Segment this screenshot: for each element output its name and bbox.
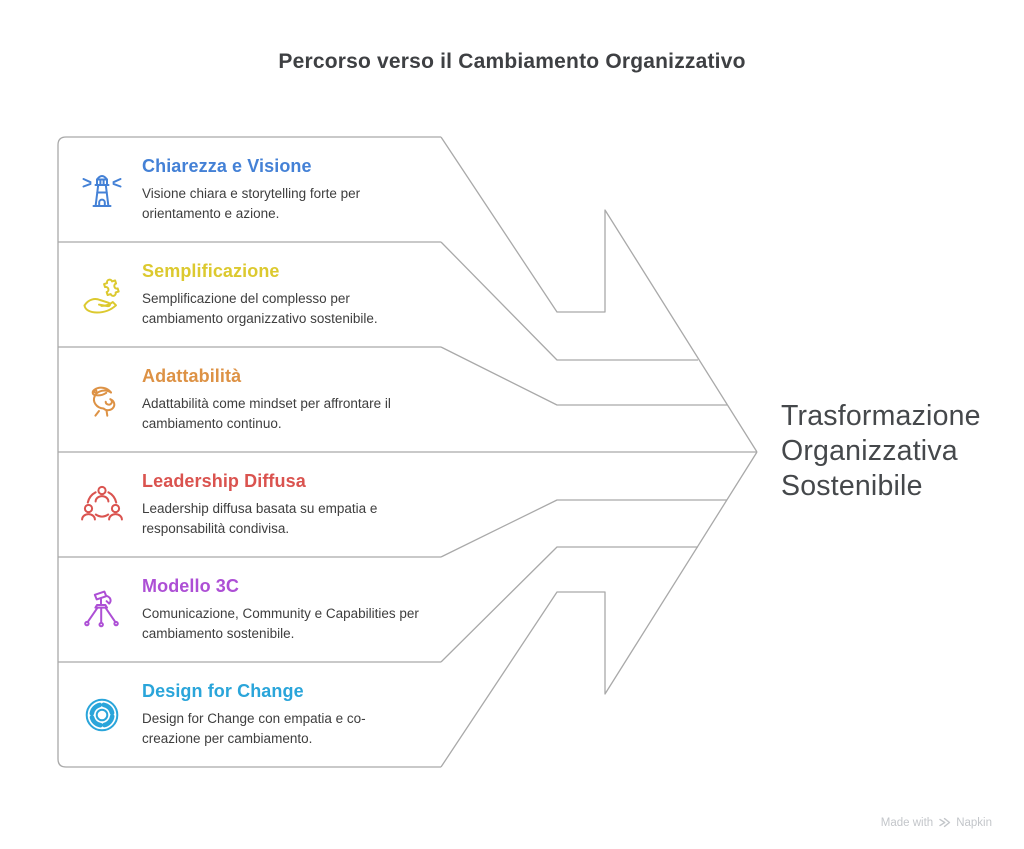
diagram-title: Percorso verso il Cambiamento Organizzativo <box>278 50 746 73</box>
step-description: Design for Change con empatia e co-creazione per cambiamento. <box>142 710 366 746</box>
napkin-brand: Napkin <box>956 816 992 829</box>
made-with-label: Made with <box>880 816 934 829</box>
team-icon <box>78 481 126 529</box>
hand-puzzle-icon <box>78 271 126 319</box>
tripod-icon <box>78 586 126 634</box>
step-title: Leadership Diffusa <box>142 470 306 491</box>
step-description: Visione chiara e storytelling forte per orientamento e azione. <box>142 185 361 221</box>
step-description: Adattabilità come mindset per affrontare il cambiamento continuo. <box>142 395 391 431</box>
step-card-adattabilita <box>58 347 460 452</box>
step-description: Comunicazione, Community e Capabilities per cambiamento sostenibile. <box>142 605 419 641</box>
step-card-chiarezza <box>58 137 460 242</box>
arrow-lower-outline <box>441 452 757 767</box>
lighthouse-icon <box>78 166 126 214</box>
step-description: Semplificazione del complesso per cambiamento organizzativo sostenibile. <box>142 290 378 326</box>
step-description: Leadership diffusa basata su empatia e responsabilità condivisa. <box>142 500 378 536</box>
outcome-label <box>781 399 981 504</box>
step-card-modello3c <box>58 557 460 662</box>
merge-line-step3 <box>441 347 727 405</box>
step-card-leadership <box>58 452 460 557</box>
outcome-line-2: Organizzativa <box>781 435 958 467</box>
napkin-logo-icon <box>938 816 951 829</box>
outcome-line-1: Trasformazione <box>781 400 981 432</box>
merge-line-step5 <box>441 547 698 662</box>
chameleon-icon <box>78 376 126 424</box>
step-title: Semplificazione <box>142 260 280 281</box>
merge-line-step4 <box>441 500 727 557</box>
outcome-line-3: Sostenibile <box>781 470 923 502</box>
step-card-designforchange <box>58 662 460 767</box>
merge-line-step2 <box>441 242 698 360</box>
step-title: Design for Change <box>142 680 304 701</box>
napkin-credit <box>881 816 992 829</box>
wheel-icon <box>78 691 126 739</box>
step-title: Modello 3C <box>142 575 240 596</box>
step-card-semplificazione <box>58 242 460 347</box>
step-title: Adattabilità <box>142 365 242 386</box>
step-title: Chiarezza e Visione <box>142 155 312 176</box>
